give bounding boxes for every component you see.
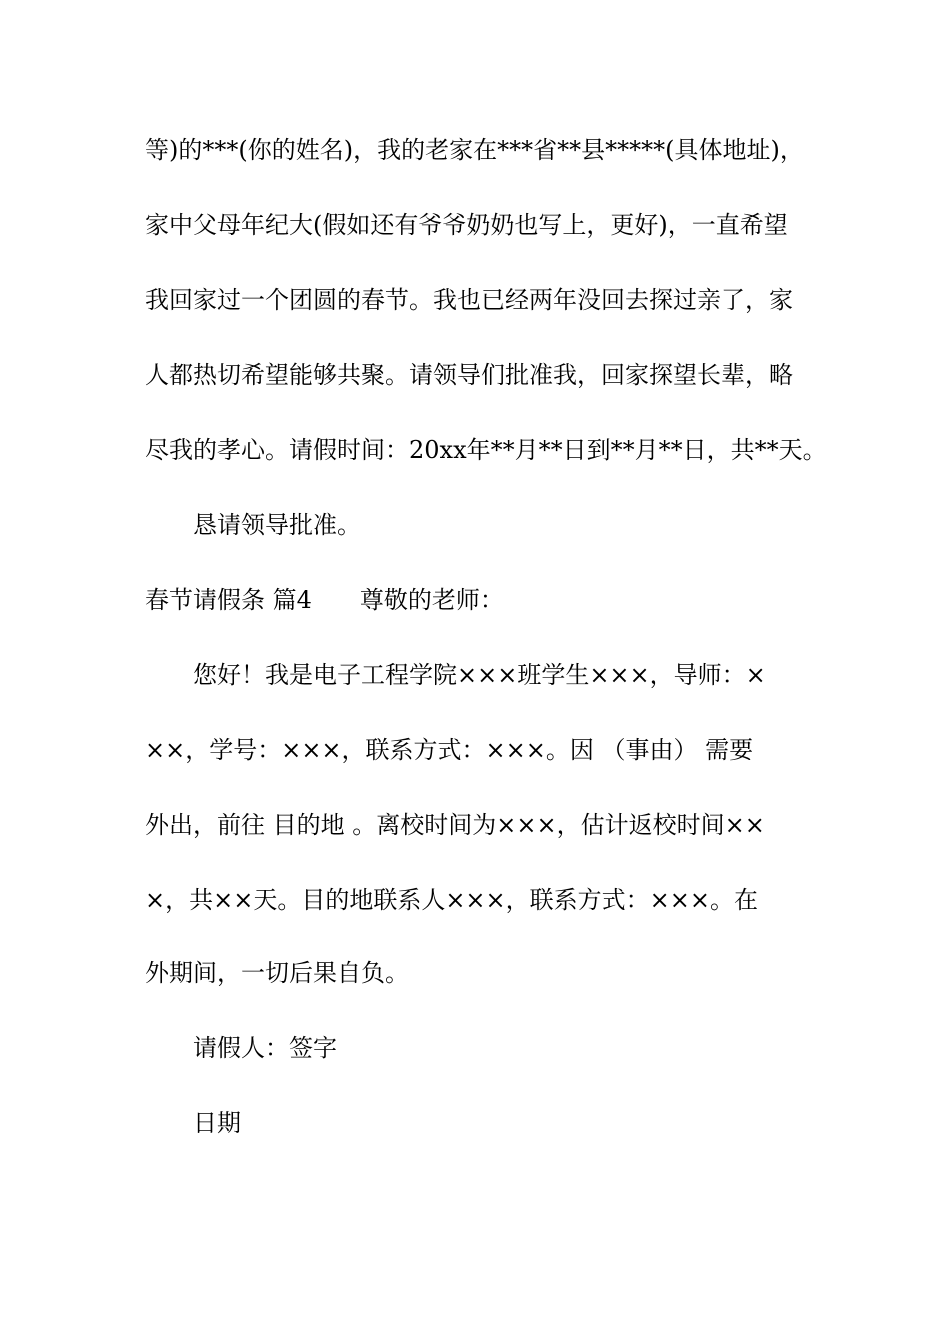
- date-label: 日期: [193, 1109, 241, 1137]
- letter-line-3: 外出，前往 目的地 。离校时间为×××，估计返校时间××: [145, 811, 765, 839]
- section-title: 春节请假条 篇4: [145, 586, 312, 614]
- letter-line-5: 外期间，一切后果自负。: [145, 959, 409, 987]
- closing-request: 恳请领导批准。: [193, 511, 361, 539]
- body-line-4: 人都热切希望能够共聚。请领导们批准我，回家探望长辈，略: [145, 361, 793, 389]
- body-line-2: 家中父母年纪大(假如还有爷爷奶奶也写上，更好)，一直希望: [145, 211, 788, 239]
- body-line-5: 尽我的孝心。请假时间：20xx年**月**日到**月**日，共**天。: [145, 436, 827, 464]
- letter-line-2: ××，学号：×××，联系方式：×××。因 （事由） 需要: [145, 736, 754, 764]
- body-line-3: 我回家过一个团圆的春节。我也已经两年没回去探过亲了，家: [145, 286, 793, 314]
- signature-label: 请假人：签字: [193, 1034, 337, 1062]
- letter-line-1: 您好！我是电子工程学院×××班学生×××，导师：×: [193, 661, 766, 689]
- letter-line-4: ×，共××天。目的地联系人×××，联系方式：×××。在: [145, 886, 758, 914]
- body-line-1: 等)的***(你的姓名)，我的老家在***省**县*****(具体地址)，: [145, 136, 804, 164]
- section-heading: [145, 585, 845, 615]
- salutation: 尊敬的老师：: [359, 586, 504, 614]
